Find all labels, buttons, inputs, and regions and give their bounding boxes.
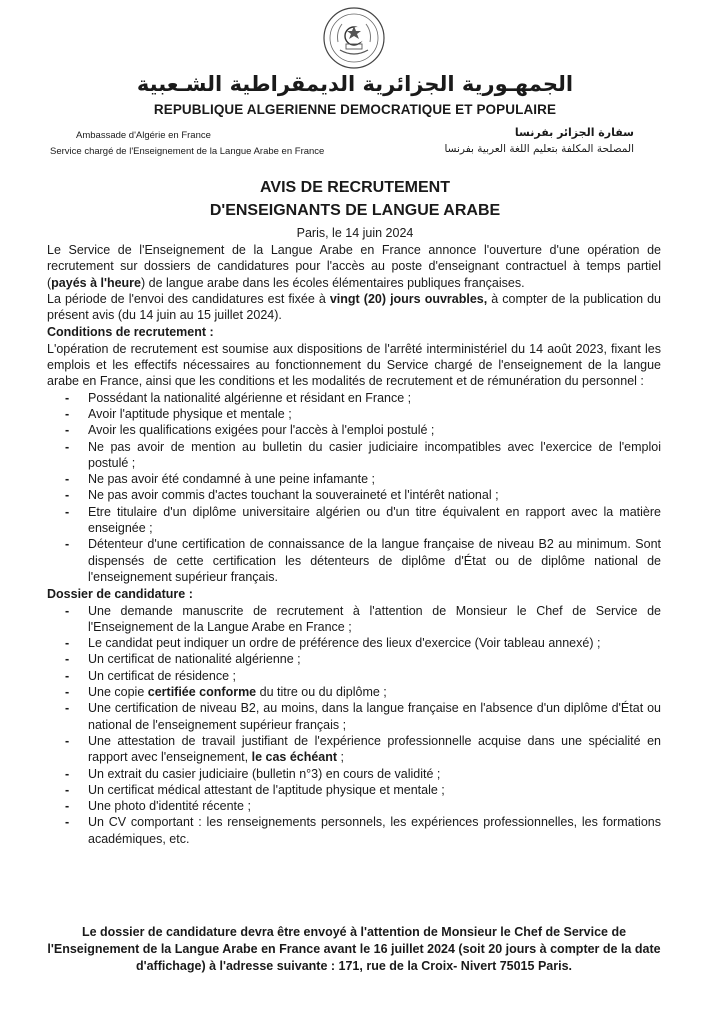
notice-title — [0, 176, 710, 222]
conditions-list — [47, 390, 661, 586]
service-name: Service chargé de l'Enseignement de la Langue Arabe en France — [50, 146, 325, 157]
intro-text: ) de langue arabe dans les écoles élémentaires publiques françaises. — [141, 275, 525, 290]
embassy-name: Ambassade d'Algérie en France — [76, 130, 211, 141]
list-item: - Ne pas avoir commis d'actes touchant la souveraineté et l'intérêt national ; — [47, 487, 661, 503]
dossier-list — [47, 603, 661, 847]
list-item: - Une photo d'identité récente ; — [47, 798, 661, 814]
intro-bold: payés à l'heure — [51, 275, 141, 290]
right-header — [444, 124, 634, 158]
intro-text: La période de l'envoi des candidatures est fixée à — [47, 291, 330, 306]
list-item: - Ne pas avoir de mention au bulletin du casier judiciaire incompatibles avec l'exercice de l'emploi postulé ; — [47, 439, 661, 472]
conditions-text: L'opération de recrutement est soumise aux dispositions de l'arrêté interministériel du 14 août 2023, fixant les emplois et les effectifs nécessaires au fonctionnement du Service chargé de l'enseignement de la langue arabe en France, ainsi que les conditions et les modalités de recrutement et de rémunération du personnel : — [47, 341, 661, 389]
list-item: - Un certificat médical attestant de l'aptitude physique et mentale ; — [47, 782, 661, 798]
item-text: Une copie — [88, 685, 148, 700]
arabic-republic-title: الجمهـورية الجزائرية الديمقراطية الشـعبية — [136, 72, 574, 96]
embassy-name-arabic: سفارة الجزائر بفرنسا — [514, 126, 634, 139]
list-item: - Ne pas avoir été condamné à une peine infamante ; — [47, 471, 661, 487]
list-item: - Le candidat peut indiquer un ordre de préférence des lieux d'exercice (Voir tableau annexé) ; — [47, 635, 661, 651]
french-republic-title: REPUBLIQUE ALGERIENNE DEMOCRATIQUE ET POPULAIRE — [153, 102, 557, 117]
item-text: du titre ou du diplôme ; — [256, 685, 387, 700]
list-item: - Avoir les qualifications exigées pour l'accès à l'emploi postulé ; — [47, 422, 661, 438]
intro-paragraph-1 — [47, 242, 661, 291]
item-text: ; — [337, 750, 345, 765]
item-bold: le cas échéant — [251, 750, 338, 765]
notice-date: Paris, le 14 juin 2024 — [296, 226, 414, 240]
intro-text: à compter de la publication du présent avis (du 14 juin au 15 juillet 2024). — [47, 291, 661, 323]
list-item: - Un certificat de résidence ; — [47, 668, 661, 684]
list-item: - Un certificat de nationalité algérienne ; — [47, 651, 661, 667]
closing-paragraph: Le dossier de candidature devra être envoyé à l'attention de Monsieur le Chef de Service de l'Enseignement de la Langue Arabe en France avant le 16 juillet 2024 (soit 20 jours à compter de la date d'affichage) à l'adresse suivante : 171, rue de la Croix- Nivert 75015 Paris. — [47, 925, 661, 973]
notice-body — [47, 242, 661, 847]
list-item: - Un CV comportant : les renseignements personnels, les expériences professionnelles, les formations académiques, etc. — [47, 814, 661, 847]
state-emblem-icon — [322, 6, 386, 70]
list-item: - Détenteur d'une certification de connaissance de la langue française de niveau B2 au minimum. Sont dispensés de cette certification les détenteurs de diplôme d'État ou de diplôme national de l'enseignement supérieur français. — [47, 536, 661, 585]
intro-bold: vingt (20) jours ouvrables, — [329, 291, 488, 306]
dossier-heading: Dossier de candidature : — [47, 587, 193, 602]
conditions-heading: Conditions de recrutement : — [47, 325, 214, 340]
list-item: - Une certification de niveau B2, au moins, dans la langue française en l'absence d'un diplôme d'État ou national de l'enseignement supérieur français ; — [47, 700, 661, 733]
intro-text: Le Service de l'Enseignement de la Langue Arabe en France annonce l'ouverture d'une opération de recrutement sur dossiers de candidatures pour l'accès au poste d'enseignant contractuel à temps partiel ( — [47, 243, 661, 290]
service-name-arabic: المصلحة المكلفة بتعليم اللغة العربية بفرنسا — [444, 143, 634, 155]
list-item — [47, 684, 661, 700]
notice-title-line2: D'ENSEIGNANTS DE LANGUE ARABE — [209, 202, 501, 219]
left-header — [50, 128, 325, 160]
item-bold: certifiée conforme — [147, 685, 257, 700]
list-item: - Un extrait du casier judiciaire (bulletin n°3) en cours de validité ; — [47, 766, 661, 782]
list-item: - Une demande manuscrite de recrutement à l'attention de Monsieur le Chef de Service de l'Enseignement de la Langue Arabe en France ; — [47, 603, 661, 636]
list-item: - Possédant la nationalité algérienne et résidant en France ; — [47, 390, 661, 406]
list-item — [47, 733, 661, 766]
intro-paragraph-2 — [47, 291, 661, 324]
list-item: - Avoir l'aptitude physique et mentale ; — [47, 406, 661, 422]
list-item: - Etre titulaire d'un diplôme universitaire algérien ou d'un titre équivalent en rapport avec la matière enseignée ; — [47, 504, 661, 537]
item-text: Une attestation de travail justifiant de l'expérience professionnelle acquise dans une spécialité en rapport avec l'enseignement, — [88, 733, 661, 765]
notice-title-line1: AVIS DE RECRUTEMENT — [260, 179, 450, 196]
